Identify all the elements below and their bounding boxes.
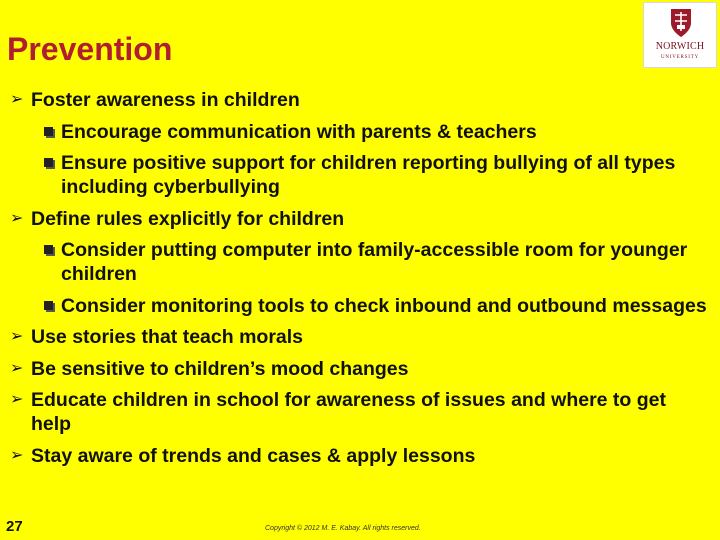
- square-bullet-icon: [44, 301, 53, 310]
- sub-bullet-text: Ensure positive support for children reporting bullying of all types including cyberbullying: [61, 152, 676, 198]
- bullet-item: [10, 88, 710, 112]
- sub-bullet-item: [10, 151, 710, 199]
- bullet-text: Define rules explicitly for children: [31, 207, 345, 230]
- norwich-university-logo: [643, 2, 717, 68]
- arrow-bullet-icon: ➢: [10, 328, 24, 345]
- copyright-notice: Copyright © 2012 M. E. Kabay. All rights reserved.: [265, 525, 421, 532]
- slide-title: Prevention: [7, 31, 173, 67]
- square-bullet-icon: [44, 158, 53, 167]
- sub-bullet-item: [10, 238, 710, 286]
- shield-icon: [669, 7, 693, 39]
- bullet-text: Educate children in school for awareness of issues and where to get help: [31, 389, 666, 435]
- arrow-bullet-icon: ➢: [10, 91, 24, 108]
- square-bullet-icon: [44, 127, 53, 136]
- sub-bullet-item: [10, 120, 710, 144]
- bullet-text: Be sensitive to children’s mood changes: [31, 357, 409, 380]
- arrow-bullet-icon: ➢: [10, 391, 24, 408]
- sub-bullet-text: Consider monitoring tools to check inbound and outbound messages: [61, 294, 707, 317]
- bullet-item: [10, 325, 710, 349]
- sub-bullet-item: [10, 294, 710, 318]
- sub-bullet-text: Consider putting computer into family-accessible room for younger children: [61, 239, 688, 285]
- bullet-item: [10, 207, 710, 231]
- bullet-text: Foster awareness in children: [31, 89, 300, 111]
- bullet-list: [10, 88, 710, 475]
- sub-bullet-text: Encourage communication with parents & teachers: [61, 120, 537, 143]
- arrow-bullet-icon: ➢: [10, 446, 24, 464]
- square-bullet-icon: [44, 245, 53, 254]
- bullet-text: Stay aware of trends and cases & apply lessons: [31, 444, 476, 467]
- arrow-bullet-icon: ➢: [10, 209, 24, 227]
- logo-wordmark: NORWICH: [655, 41, 705, 52]
- bullet-text: Use stories that teach morals: [31, 326, 304, 348]
- arrow-bullet-icon: ➢: [10, 359, 24, 377]
- logo-subtitle: UNIVERSITY: [661, 55, 699, 60]
- page-number: 27: [6, 518, 23, 535]
- bullet-item: [10, 357, 710, 381]
- bullet-item: [10, 388, 710, 436]
- bullet-item: [10, 444, 710, 468]
